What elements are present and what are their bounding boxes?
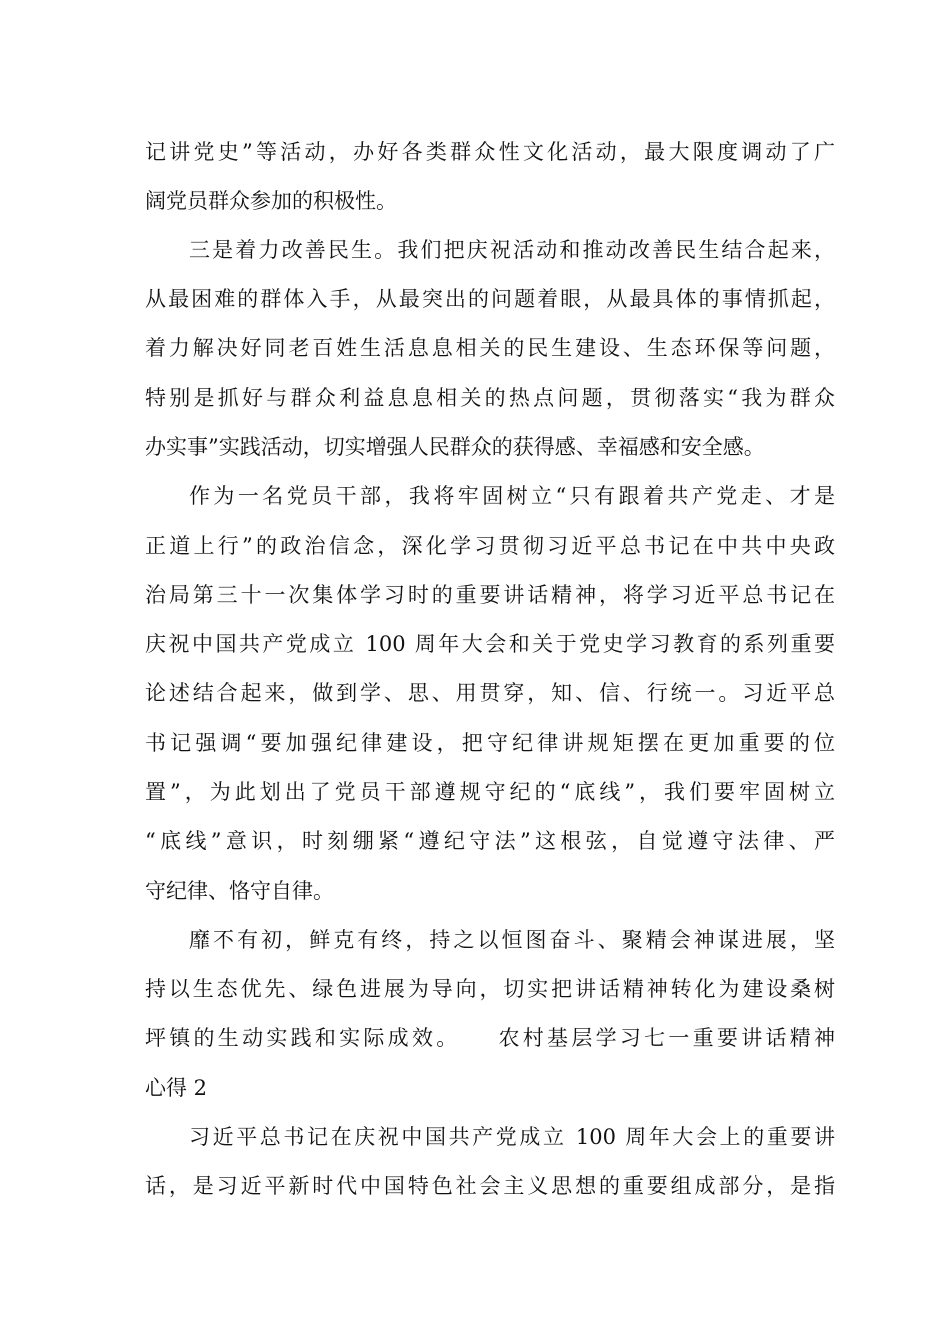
text-line: 书记强调“要加强纪律建设，把守纪律讲规矩摆在更加重要的位: [145, 731, 835, 755]
text-line: 治局第三十一次集体学习时的重要讲话精神，将学习近平总书记在: [145, 583, 835, 607]
text-line: 从最困难的群体入手，从最突出的问题着眼，从最具体的事情抓起，: [145, 287, 835, 311]
text-line: 靡不有初，鲜克有终，持之以恒图奋斗、聚精会神谋进展，坚: [189, 928, 835, 952]
text-line: 特别是抓好与群众利益息息相关的热点问题，贯彻落实“我为群众: [145, 386, 835, 410]
text-line: 话，是习近平新时代中国特色社会主义思想的重要组成部分，是指: [145, 1174, 835, 1198]
text-line: 记讲党史”等活动，办好各类群众性文化活动，最大限度调动了广: [145, 140, 835, 164]
text-line: 习近平总书记在庆祝中国共产党成立 100 周年大会上的重要讲: [189, 1125, 835, 1149]
text-line: 庆祝中国共产党成立 100 周年大会和关于党史学习教育的系列重要: [145, 632, 835, 656]
text-line: 着力解决好同老百姓生活息息相关的民生建设、生态环保等问题，: [145, 336, 835, 360]
text-line: 坪镇的生动实践和实际成效。 农村基层学习七一重要讲话精神: [145, 1026, 835, 1050]
text-line: 作为一名党员干部，我将牢固树立“只有跟着共产党走、才是: [189, 484, 835, 508]
text-line: “底线”意识，时刻绷紧“遵纪守法”这根弦，自觉遵守法律、严: [145, 829, 835, 853]
text-line: 办实事”实践活动，切实增强人民群众的获得感、幸福感和安全感。: [145, 435, 765, 459]
text-line: 守纪律、恪守自律。: [145, 879, 334, 903]
text-line: 三是着力改善民生。我们把庆祝活动和推动改善民生结合起来，: [189, 238, 835, 262]
text-line: 持以生态优先、绿色进展为导向，切实把讲话精神转化为建设桑树: [145, 977, 835, 1001]
text-line: 论述结合起来，做到学、思、用贯穿，知、信、行统一。习近平总: [145, 681, 835, 705]
text-line: 阔党员群众参加的积极性。: [145, 189, 397, 213]
text-line: 心得 2: [145, 1076, 208, 1100]
text-line: 正道上行”的政治信念，深化学习贯彻习近平总书记在中共中央政: [145, 534, 835, 558]
text-line: 置”，为此划出了党员干部遵规守纪的“底线”，我们要牢固树立: [145, 780, 835, 804]
